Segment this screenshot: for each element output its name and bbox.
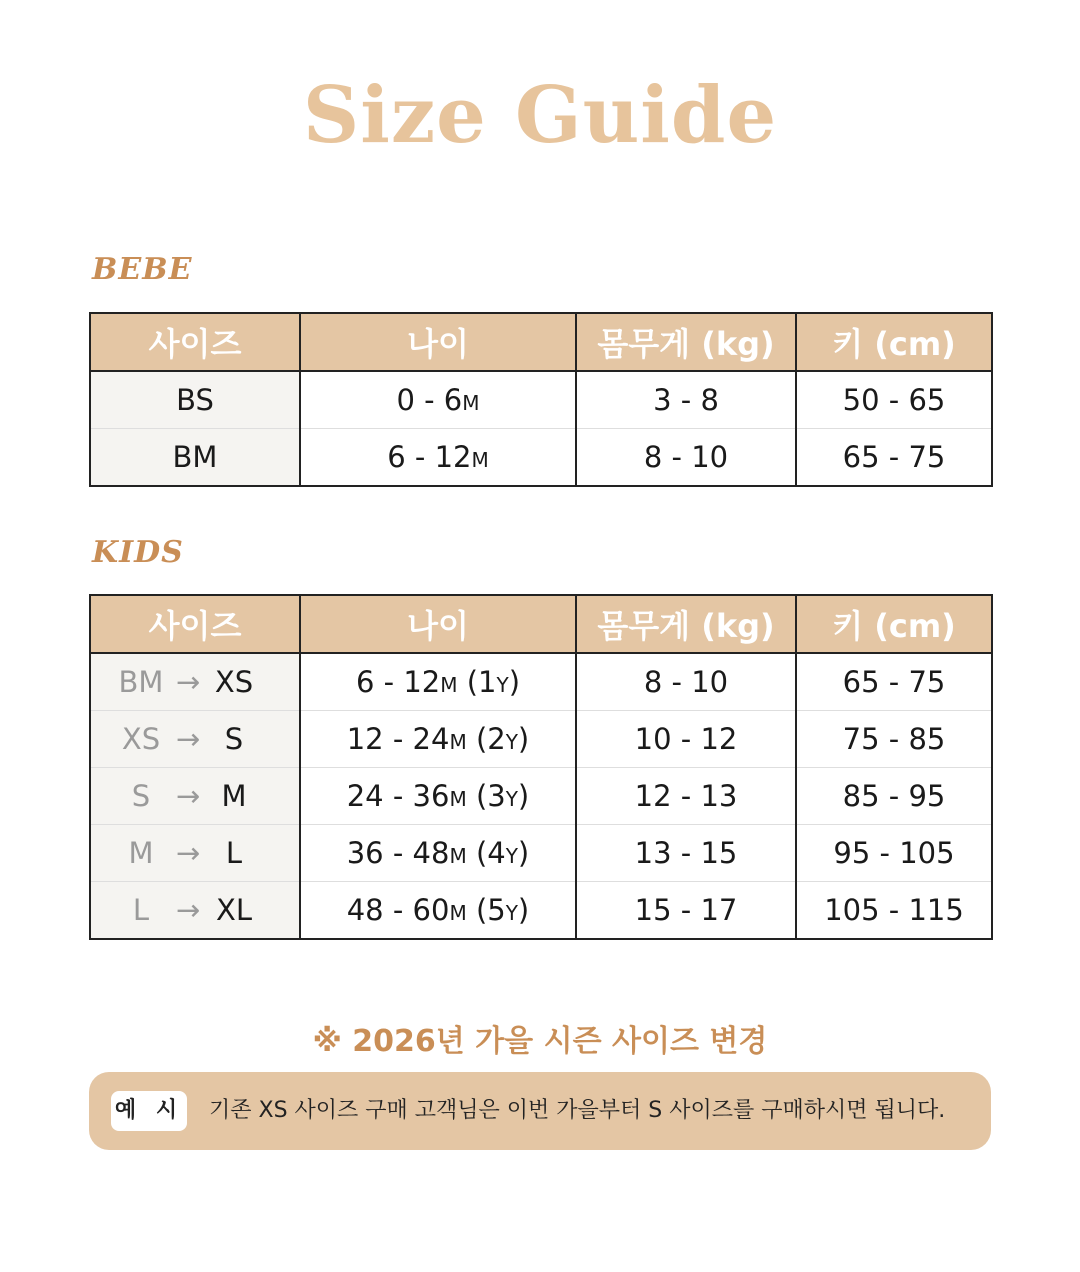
weight-cell: 10 - 12	[576, 711, 796, 768]
header-size: 사이즈	[90, 313, 300, 371]
weight-cell: 3 - 8	[576, 371, 796, 429]
size-conversion-cell: S → M	[90, 768, 300, 825]
size-cell: BM	[90, 429, 300, 487]
weight-cell: 15 - 17	[576, 882, 796, 940]
example-box	[89, 1072, 991, 1150]
table-row	[90, 825, 992, 882]
size-conversion-cell: L → XL	[90, 882, 300, 940]
arrow-right-icon: →	[175, 836, 201, 870]
size-conversion-cell: XS → S	[90, 711, 300, 768]
header-weight: 몸무게 (kg)	[576, 595, 796, 653]
kids-size-table	[89, 594, 993, 940]
header-height: 키 (cm)	[796, 595, 992, 653]
kids-section-label: KIDS	[92, 535, 184, 570]
age-cell: 48 - 60M (5Y)	[300, 882, 576, 940]
height-cell: 75 - 85	[796, 711, 992, 768]
header-age: 나이	[300, 313, 576, 371]
table-header-row	[90, 595, 992, 653]
example-badge: 예 시	[111, 1091, 187, 1131]
age-cell: 12 - 24M (2Y)	[300, 711, 576, 768]
arrow-right-icon: →	[175, 779, 201, 813]
arrow-right-icon: →	[175, 665, 201, 699]
age-cell: 24 - 36M (3Y)	[300, 768, 576, 825]
arrow-right-icon: →	[175, 893, 201, 927]
age-cell: 6 - 12M	[300, 429, 576, 487]
weight-cell: 13 - 15	[576, 825, 796, 882]
size-conversion-cell: M → L	[90, 825, 300, 882]
size-conversion-cell: BM → XS	[90, 653, 300, 711]
age-cell: 0 - 6M	[300, 371, 576, 429]
table-row	[90, 711, 992, 768]
table-row	[90, 882, 992, 940]
table-row	[90, 768, 992, 825]
arrow-right-icon: →	[175, 722, 201, 756]
weight-cell: 8 - 10	[576, 653, 796, 711]
size-change-notice: ※ 2026년 가을 시즌 사이즈 변경	[312, 1024, 768, 1059]
age-cell: 36 - 48M (4Y)	[300, 825, 576, 882]
height-cell: 85 - 95	[796, 768, 992, 825]
height-cell: 65 - 75	[796, 429, 992, 487]
height-cell: 50 - 65	[796, 371, 992, 429]
age-cell: 6 - 12M (1Y)	[300, 653, 576, 711]
header-age: 나이	[300, 595, 576, 653]
weight-cell: 12 - 13	[576, 768, 796, 825]
table-header-row	[90, 313, 992, 371]
table-row	[90, 429, 992, 487]
header-weight: 몸무게 (kg)	[576, 313, 796, 371]
table-row	[90, 653, 992, 711]
weight-cell: 8 - 10	[576, 429, 796, 487]
table-row	[90, 371, 992, 429]
height-cell: 65 - 75	[796, 653, 992, 711]
page-title: Size Guide	[302, 70, 778, 161]
example-text: 기존 XS 사이즈 구매 고객님은 이번 가을부터 S 사이즈를 구매하시면 됩니다.	[209, 1098, 946, 1123]
height-cell: 105 - 115	[796, 882, 992, 940]
size-cell: BS	[90, 371, 300, 429]
height-cell: 95 - 105	[796, 825, 992, 882]
bebe-section-label: BEBE	[92, 252, 193, 287]
bebe-size-table	[89, 312, 993, 487]
header-height: 키 (cm)	[796, 313, 992, 371]
header-size: 사이즈	[90, 595, 300, 653]
